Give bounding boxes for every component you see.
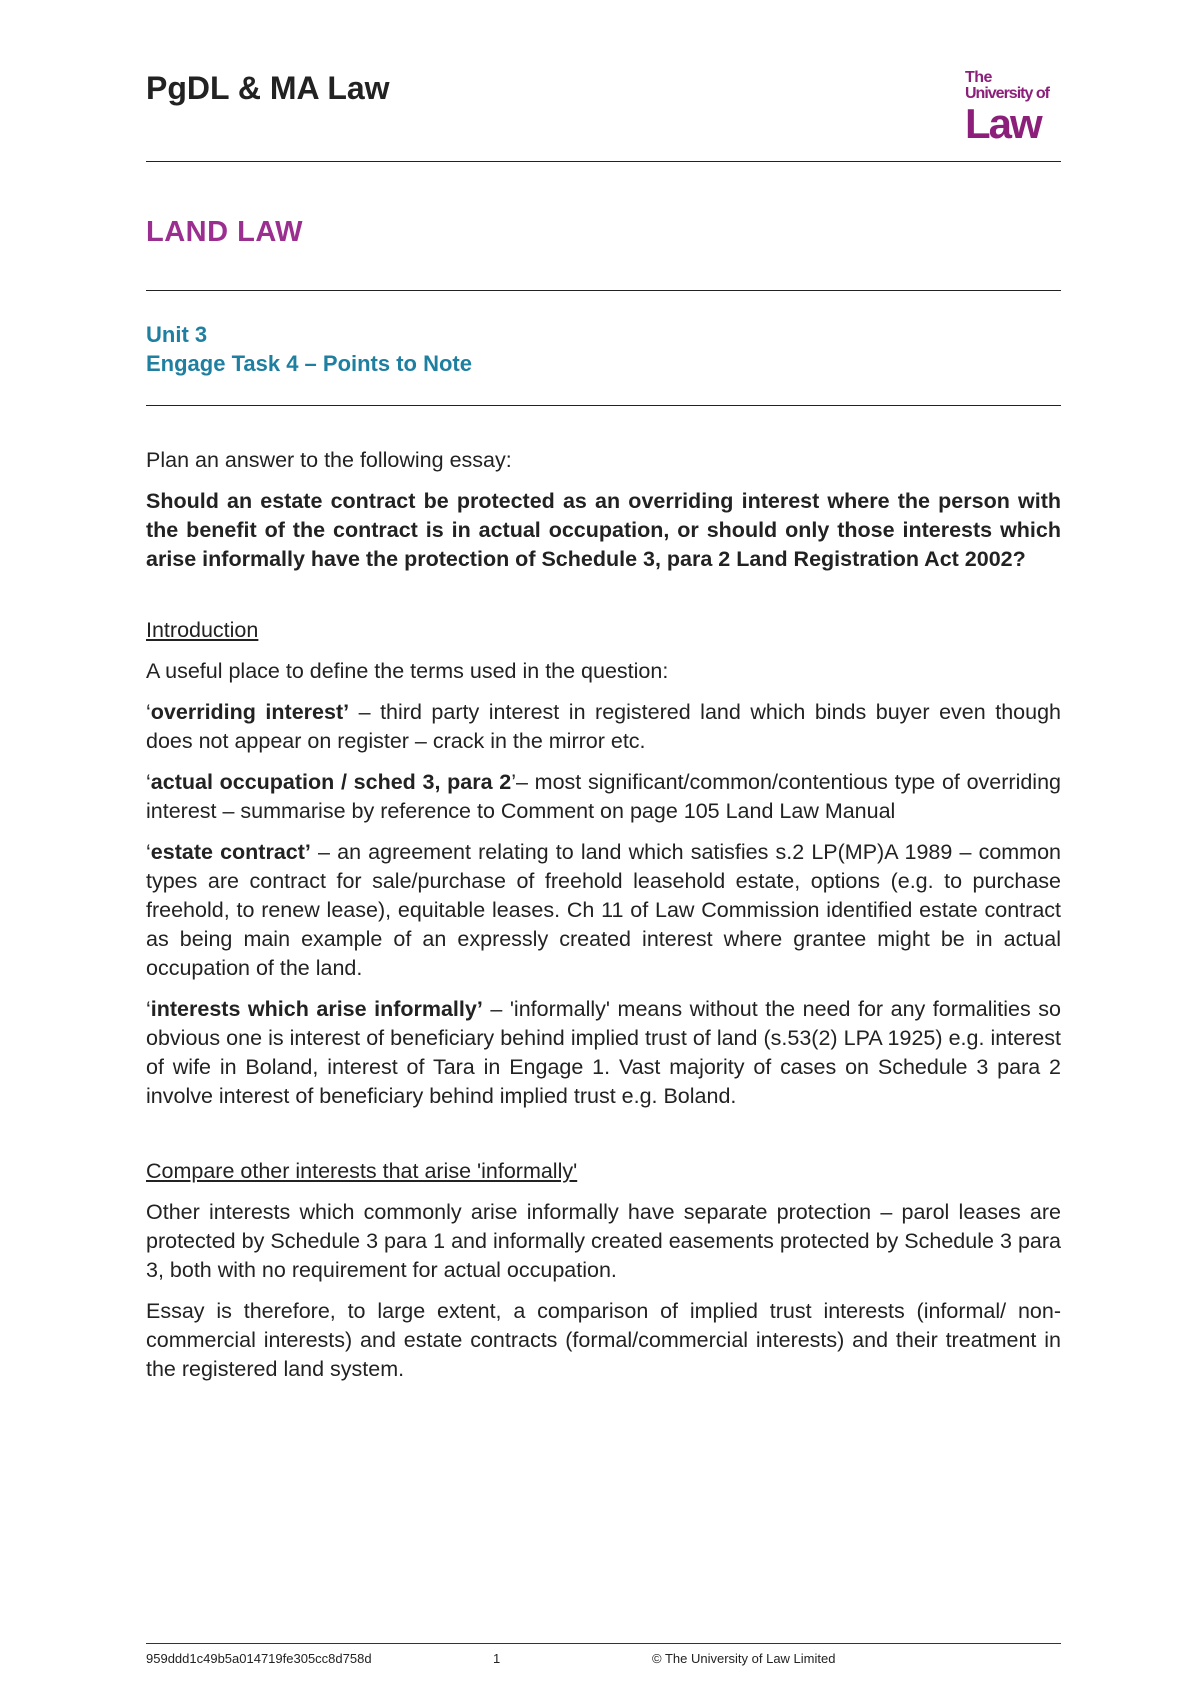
term: overriding interest’ bbox=[150, 700, 350, 724]
footer-divider bbox=[146, 1643, 1061, 1644]
task-title: Engage Task 4 – Points to Note bbox=[146, 351, 472, 376]
essay-question: Should an estate contract be protected as an overriding interest where the person with the benefit of the contract is in actual occupation, or should only those interests which arise informally have the protection of Schedule 3, para 2 Land Registration Act 2002? bbox=[146, 489, 1061, 571]
programme-title: PgDL & MA Law bbox=[146, 70, 390, 106]
definition-text: – third party interest in registered land which binds buyer even though does not appear on register – crack in the mirror etc. bbox=[146, 700, 1061, 753]
definition-informal-interests: ‘interests which arise informally’ – 'informally' means without the need for any formalities so obvious one is interest of beneficiary behind implied trust of land (s.53(2) LPA 1925) e.g. interest of wife in Boland, interest of Tara in Engage 1. Vast majority of cases on Schedule 3 para 2 involve interest of beneficiary behind implied trust e.g. Boland. bbox=[146, 997, 1061, 1108]
logo-line-2: University of bbox=[965, 85, 1049, 102]
logo-line-1: The bbox=[965, 69, 992, 86]
compare-paragraph: Other interests which commonly arise informally have separate protection – parol leases are protected by Schedule 3 para 1 and informally created easements protected by Schedule 3 para 3, both with no requirement for actual occupation. bbox=[146, 1200, 1061, 1282]
introduction-lead: A useful place to define the terms used in the question: bbox=[146, 659, 669, 683]
logo-line-3: Law bbox=[965, 100, 1041, 147]
divider bbox=[146, 405, 1061, 406]
term: interests which arise informally’ bbox=[150, 997, 483, 1021]
term: actual occupation / sched 3, para 2 bbox=[150, 770, 512, 794]
definition-text: – 'informally' means without the need for any formalities so obvious one is interest of beneficiary behind implied trust of land (s.53(2) LPA 1925) e.g. interest of wife in Boland, interest of Tara in Engage 1. Vast majority of cases on Schedule 3 para 2 involve interest of beneficiary behind implied trust e.g. Boland. bbox=[146, 997, 1061, 1108]
section-heading-compare: Compare other interests that arise 'informally' bbox=[146, 1159, 578, 1183]
unit-heading bbox=[146, 320, 472, 378]
university-logo bbox=[965, 69, 1061, 147]
document-body bbox=[146, 446, 1061, 1396]
essay-prompt: Plan an answer to the following essay: bbox=[146, 448, 512, 472]
section-heading-introduction: Introduction bbox=[146, 618, 259, 642]
divider bbox=[146, 161, 1061, 162]
copyright: © The University of Law Limited bbox=[652, 1651, 836, 1666]
definition-text: ’– most significant/common/contentious type of overriding interest – summarise by reference to Comment on page 105 Land Law Manual bbox=[146, 770, 1061, 823]
unit-number: Unit 3 bbox=[146, 322, 208, 347]
page-number: 1 bbox=[493, 1651, 501, 1666]
term: estate contract’ bbox=[150, 840, 311, 864]
document-id: 959ddd1c49b5a014719fe305cc8d758d bbox=[146, 1651, 372, 1666]
definition-actual-occupation: ‘actual occupation / sched 3, para 2’– most significant/common/contentious type of overriding interest – summarise by reference to Comment on page 105 Land Law Manual bbox=[146, 770, 1061, 823]
subject-title: LAND LAW bbox=[146, 216, 304, 248]
definition-estate-contract: ‘estate contract’ – an agreement relating to land which satisfies s.2 LP(MP)A 1989 – common types are contract for sale/purchase of freehold leasehold estate, options (e.g. to purchase freehold, to renew lease), equitable leases. Ch 11 of Law Commission identified estate contract as being main example of an expressly created interest where grantee might be in actual occupation of the land. bbox=[146, 840, 1062, 980]
definition-overriding-interest: ‘overriding interest’ – third party interest in registered land which binds buyer even though does not appear on register – crack in the mirror etc. bbox=[146, 700, 1061, 753]
divider bbox=[146, 290, 1061, 291]
compare-paragraph: Essay is therefore, to large extent, a comparison of implied trust interests (informal/ non-commercial interests) and estate contracts (formal/commercial interests) and their treatment in the registered land system. bbox=[146, 1299, 1061, 1381]
definition-text: – an agreement relating to land which satisfies s.2 LP(MP)A 1989 – common types are contract for sale/purchase of freehold leasehold estate, options (e.g. to purchase freehold, to renew lease), equitable leases. Ch 11 of Law Commission identified estate contract as being main example of an expressly created interest where grantee might be in actual occupation of the land. bbox=[146, 840, 1062, 980]
